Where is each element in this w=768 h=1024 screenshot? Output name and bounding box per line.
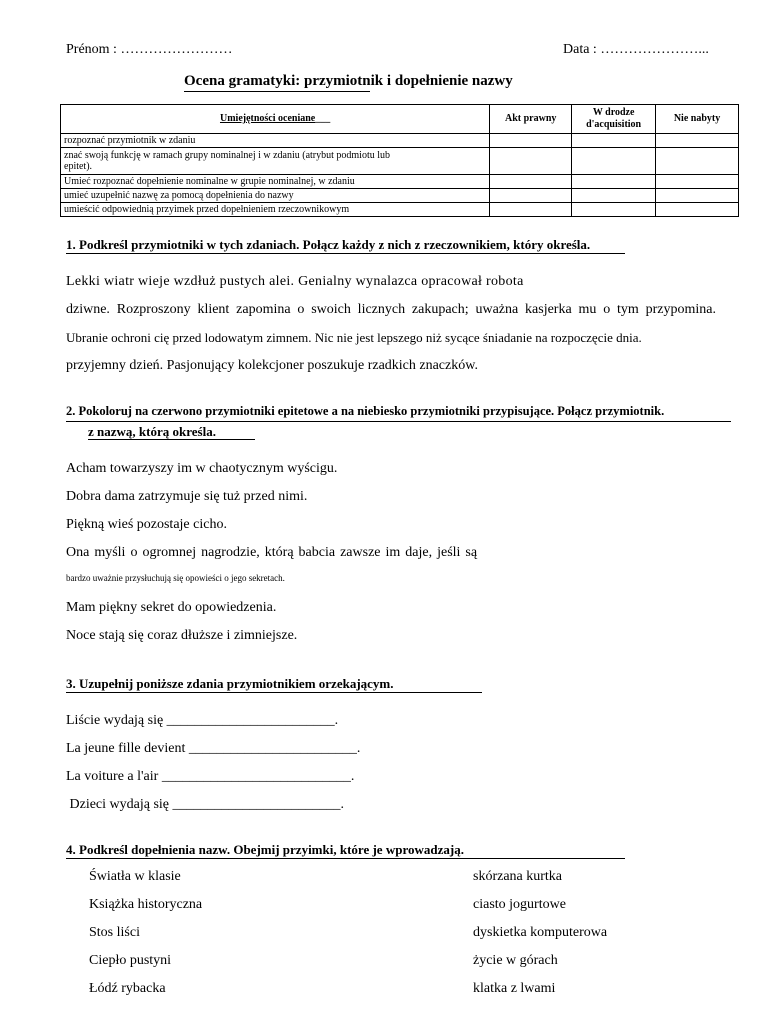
checkbox-cell[interactable] [572, 148, 656, 175]
skill-cell: umieścić odpowiednią przyimek przed dopełnieniem rzeczownikowym [61, 203, 490, 217]
question-4-underline [66, 858, 625, 859]
question-2-title-cont: z nazwą, którą określa. [88, 424, 216, 439]
skill-cell: rozpoznać przymiotnik w zdaniu [61, 134, 490, 148]
q1-text-line: Ubranie ochroni cię przed lodowatym zimnem. Nic nie jest lepszego niż sycące śniadanie na rozpoczęcie dnia. [66, 330, 642, 345]
checkbox-cell[interactable] [656, 203, 739, 217]
skill-cell: znać swoją funkcję w ramach grupy nominalnej i w zdaniu (atrybut podmiotu lub epitet). [61, 148, 490, 175]
checkbox-cell[interactable] [572, 134, 656, 148]
question-1-title: 1. Podkreśl przymiotniki w tych zdaniach. Połącz każdy z nich z rzeczownikiem, który określa. [66, 237, 591, 252]
q2-text-line: Ona myśli o ogromnej nagrodzie, którą babcia zawsze im daje, jeśli są [66, 545, 478, 560]
q3-fill-line[interactable]: La jeune fille devient ________________________. [66, 741, 361, 756]
q4-left-item: Światła w klasie [89, 869, 181, 884]
column-header-skills: Umiejętności oceniane___ [61, 105, 490, 134]
column-header-w-drodze: W drodze d'acquisition [572, 105, 656, 134]
table-row [61, 175, 739, 189]
checkbox-cell[interactable] [656, 148, 739, 175]
q2-text-line: Piękną wieś pozostaje cicho. [66, 517, 227, 532]
checkbox-cell[interactable] [656, 189, 739, 203]
q3-fill-line[interactable]: Dzieci wydają się ________________________. [66, 797, 345, 812]
table-row [61, 203, 739, 217]
q1-text-line: Lekki wiatr wieje wzdłuż pustych alei. Genialny wynalazca opracował robota [66, 274, 524, 289]
q2-text-line: Noce stają się coraz dłuższe i zimniejsze. [66, 628, 298, 643]
question-3-title: 3. Uzupełnij poniższe zdania przymiotnikiem orzekającym. [66, 676, 394, 691]
q4-left-item: Ciepło pustyni [89, 953, 172, 968]
q3-fill-line[interactable]: La voiture a l'air ___________________________. [66, 769, 355, 784]
checkbox-cell[interactable] [490, 175, 572, 189]
checkbox-cell[interactable] [656, 175, 739, 189]
q4-left-item: Łódź rybacka [89, 981, 166, 996]
question-4-title: 4. Podkreśl dopełnienia nazw. Obejmij przyimki, które je wprowadzają. [66, 842, 464, 857]
q4-left-item: Stos liści [89, 925, 140, 940]
q4-right-item: klatka z lwami [473, 981, 556, 996]
table-row [61, 134, 739, 148]
checkbox-cell[interactable] [490, 203, 572, 217]
page-title: Ocena gramatyki: przymiotnik i dopełnienie nazwy [184, 73, 513, 89]
title-underline [184, 91, 370, 92]
checkbox-cell[interactable] [572, 175, 656, 189]
table-row [61, 148, 739, 175]
q4-right-item: skórzana kurtka [473, 869, 563, 884]
q4-right-item: życie w górach [473, 953, 558, 968]
date-field-label: Data : …………………... [563, 42, 709, 57]
q4-right-item: ciasto jogurtowe [473, 897, 566, 912]
table-row [61, 189, 739, 203]
column-header-akt-prawny: Akt prawny [490, 105, 572, 134]
column-header-nie-nabyty: Nie nabyty [656, 105, 739, 134]
checkbox-cell[interactable] [656, 134, 739, 148]
question-2-underline [66, 421, 731, 422]
checkbox-cell[interactable] [490, 189, 572, 203]
skill-cell: Umieć rozpoznać dopełnienie nominalne w grupie nominalnej, w zdaniu [61, 175, 490, 189]
q1-text-line: dziwne. Rozproszony klient zapomina o swoich licznych zakupach; uważna kasjerka mu o tym przypomina. [66, 302, 716, 317]
question-1-underline [66, 253, 625, 254]
checkbox-cell[interactable] [572, 189, 656, 203]
q4-left-item: Książka historyczna [89, 897, 203, 912]
name-field-label: Prénom : …………………… [66, 42, 233, 57]
skill-cell: umieć uzupełnić nazwę za pomocą dopełnienia do nazwy [61, 189, 490, 203]
table-header-row [61, 105, 739, 134]
q2-text-line: bardzo uważnie przysłuchują się opowieści o jego sekretach. [66, 573, 285, 583]
q4-right-item: dyskietka komputerowa [473, 925, 608, 940]
checkbox-cell[interactable] [490, 148, 572, 175]
question-2-underline-2 [88, 439, 255, 440]
q2-text-line: Acham towarzyszy im w chaotycznym wyścigu. [66, 461, 338, 476]
skills-assessment-table [60, 104, 739, 217]
q2-text-line: Mam piękny sekret do opowiedzenia. [66, 600, 277, 615]
q2-text-line: Dobra dama zatrzymuje się tuż przed nimi. [66, 489, 308, 504]
q3-fill-line[interactable]: Liście wydają się ________________________. [66, 713, 339, 728]
checkbox-cell[interactable] [572, 203, 656, 217]
q1-text-line: przyjemny dzień. Pasjonujący kolekcjoner poszukuje rzadkich znaczków. [66, 358, 478, 373]
checkbox-cell[interactable] [490, 134, 572, 148]
question-2-title: 2. Pokoloruj na czerwono przymiotniki epitetowe a na niebiesko przymiotniki przypisujące. Połącz przymiotnik. [66, 404, 665, 418]
question-3-underline [66, 692, 482, 693]
